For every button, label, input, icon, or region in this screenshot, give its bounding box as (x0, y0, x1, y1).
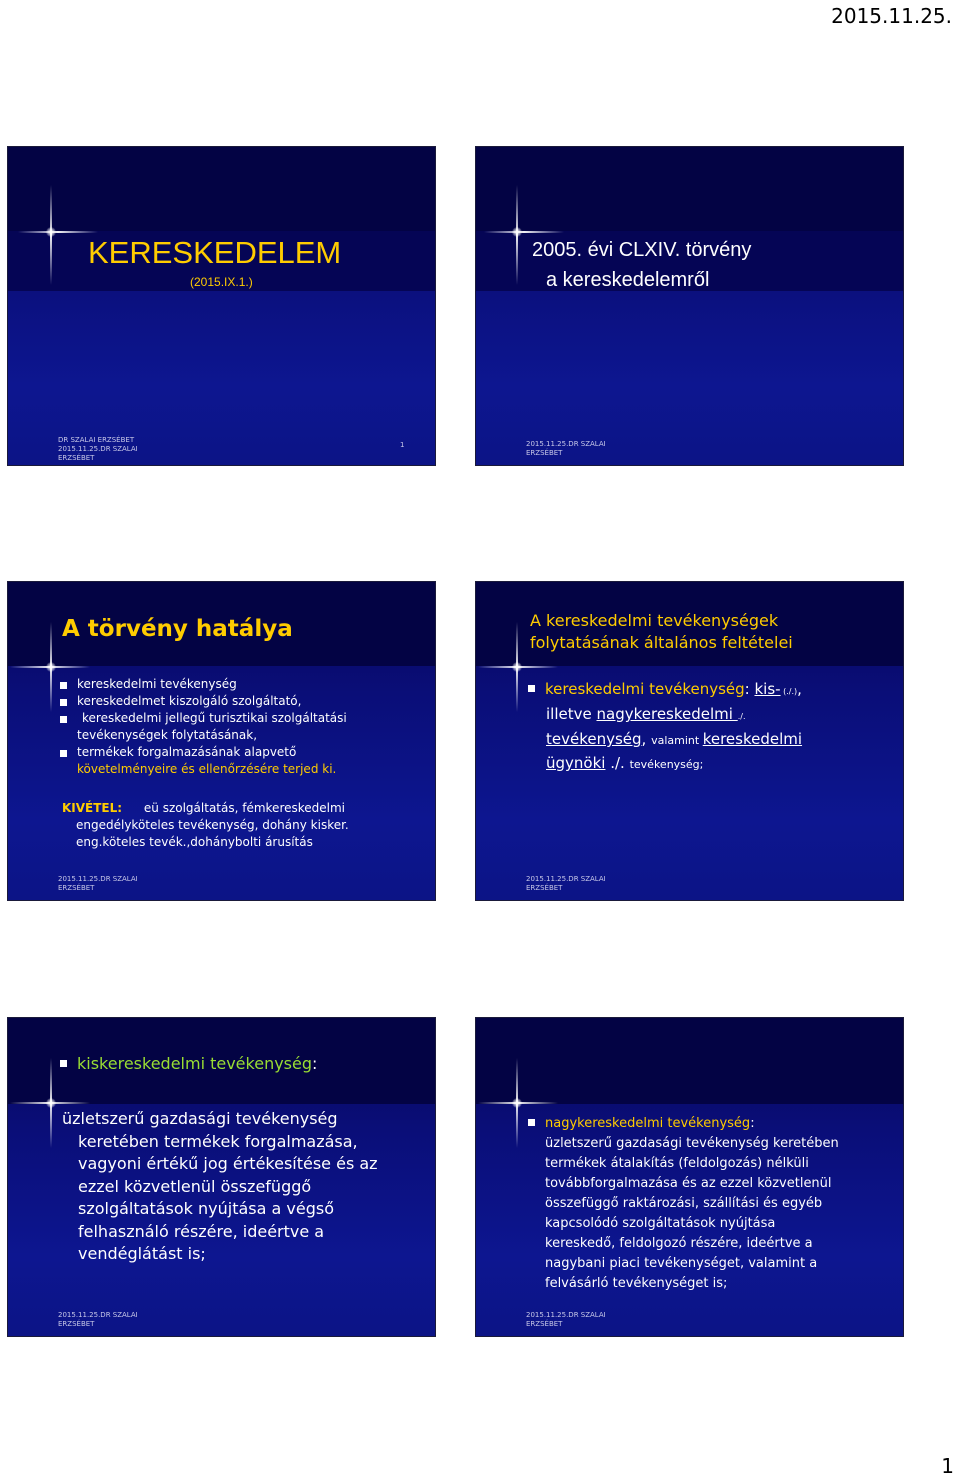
term: kereskedelmi tevékenység (545, 680, 745, 698)
text: , (797, 680, 802, 698)
slide-footer: 2015.11.25.DR SZALAI ERZSÉBET (58, 1311, 138, 1328)
slide-6 (475, 1017, 904, 1337)
slide-heading (528, 1114, 900, 1134)
slide-title-line: A kereskedelmi tevékenységek (530, 611, 779, 630)
body-line: üzletszerű gazdasági tevékenység (62, 1109, 338, 1128)
square-bullet-icon (60, 1060, 67, 1067)
term-ugynoki: ügynöki (546, 754, 606, 772)
exception-text: eü szolgáltatás, fémkereskedelmi (143, 801, 346, 815)
slide-4 (475, 581, 904, 901)
text: illetve (546, 705, 597, 723)
slide-footer: 2015.11.25.DR SZALAI ERZSÉBET (526, 875, 606, 892)
slide-footer: 2015.11.25.DR SZALAI ERZSÉBET (526, 1311, 606, 1328)
body-line: keretében termékek forgalmazása, (78, 1131, 358, 1151)
slide-body (528, 1114, 900, 1294)
bullet-list (60, 676, 430, 778)
text: (./.) (780, 687, 798, 696)
square-bullet-icon (60, 716, 67, 723)
light-flare-icon (46, 227, 56, 237)
light-flare-icon (512, 227, 522, 237)
body-line: felhasználó részére, ideértve a (78, 1221, 325, 1241)
heading-term: kiskereskedelmi tevékenység (77, 1054, 313, 1073)
heading-colon: : (750, 1116, 755, 1131)
slide-header-band (476, 1018, 903, 1104)
list-item (60, 676, 430, 693)
text: ./. (737, 712, 746, 721)
slide-header-band (476, 147, 903, 231)
square-bullet-icon (60, 750, 67, 757)
page-date: 2015.11.25. (831, 4, 952, 28)
text: tevékenység; (629, 758, 704, 771)
slide-2 (475, 146, 904, 466)
list-item (60, 693, 430, 710)
exception-text: eng.köteles tevék.,dohánybolti árusítás (76, 835, 313, 849)
body-line: szolgáltatások nyújtása a végső (78, 1199, 334, 1218)
slide-title-line-1: 2005. évi CLXIV. törvény (532, 239, 752, 261)
exception-label: KIVÉTEL: (62, 801, 123, 815)
text: valamint (651, 734, 703, 747)
heading-colon: : (312, 1054, 318, 1073)
body-line: vagyoni értékű jog értékesítése és az (78, 1154, 378, 1173)
term-kis: kis- (754, 680, 781, 698)
list-item-text: kereskedelmet kiszolgáló szolgáltató, (77, 694, 302, 708)
body-line: termékek átalakítás (feldolgozás) nélküli (545, 1156, 809, 1171)
body-line: üzletszerű gazdasági tevékenység keretében (545, 1136, 839, 1151)
slide-title: KERESKEDELEM (88, 235, 342, 270)
exception-block (62, 800, 432, 851)
light-flare-icon (484, 231, 564, 233)
text: ./. (605, 754, 630, 772)
body-line: felvásárló tevékenységet is; (545, 1276, 728, 1291)
slide-body (528, 678, 898, 776)
body-line: kereskedő, feldolgozó részére, ideértve a (545, 1236, 813, 1251)
heading-term: nagykereskedelmi tevékenység (545, 1116, 751, 1131)
slide-title-line-2: a kereskedelemről (546, 269, 710, 291)
body-line: ezzel közvetlenül összefüggő (78, 1176, 312, 1196)
list-item (60, 710, 430, 744)
body-line: összefüggő raktározási, szállítási és egyéb (545, 1196, 823, 1211)
body-line: nagybani piaci tevékenységet, valamint a (545, 1256, 818, 1271)
text: , (641, 730, 652, 748)
body-line: vendéglátást is; (78, 1244, 206, 1263)
light-flare-icon (18, 231, 98, 233)
slide-3 (7, 581, 436, 901)
square-bullet-icon (60, 682, 67, 689)
slide-footer: 2015.11.25.DR SZALAI ERZSÉBET (526, 440, 606, 457)
light-flare-icon (46, 1098, 56, 1108)
exception-text: engedélyköteles tevékenység, dohány kisker. (76, 818, 349, 832)
square-bullet-icon (60, 699, 67, 706)
light-flare-icon (46, 662, 56, 672)
list-item (60, 744, 430, 778)
slide-number: 1 (400, 441, 405, 449)
slide-1 (7, 146, 436, 466)
slide-title-line: folytatásának általános feltételei (530, 633, 793, 652)
slide-subtitle: (2015.IX.1.) (190, 275, 253, 289)
body-line: kapcsolódó szolgáltatások nyújtása (545, 1216, 776, 1231)
page-number: 1 (941, 1454, 954, 1478)
slide-footer: DR SZALAI ERZSÉBET 2015.11.25.DR SZALAI ERZSÉBET (58, 436, 138, 462)
slide-body (62, 1108, 432, 1266)
list-item-text: tevékenységek folytatásának, (77, 728, 258, 742)
light-flare-icon (512, 1098, 522, 1108)
term-nagykereskedelmi: nagykereskedelmi (596, 705, 738, 723)
square-bullet-icon (528, 685, 535, 692)
list-item-text: termékek forgalmazásának alapvető (77, 745, 297, 759)
slide-header-band (8, 147, 435, 231)
slide-heading (60, 1054, 317, 1073)
list-item-text: követelményeire és ellenőrzésére terjed ki. (77, 762, 337, 776)
light-flare-icon (512, 662, 522, 672)
term-kereskedelmi: kereskedelmi (702, 730, 803, 748)
body-line: továbbforgalmazása és az ezzel közvetlenül (545, 1176, 832, 1191)
slide-title (530, 610, 793, 654)
text: : (744, 680, 755, 698)
slide-5 (7, 1017, 436, 1337)
square-bullet-icon (528, 1119, 535, 1126)
slide-footer: 2015.11.25.DR SZALAI ERZSÉBET (58, 875, 138, 892)
list-item-text: kereskedelmi tevékenység (77, 677, 237, 691)
list-item-text: kereskedelmi jellegű turisztikai szolgáltatási (82, 711, 347, 725)
slide-title: A törvény hatálya (62, 616, 293, 642)
term-tevekenyseg: tevékenység (546, 730, 642, 748)
